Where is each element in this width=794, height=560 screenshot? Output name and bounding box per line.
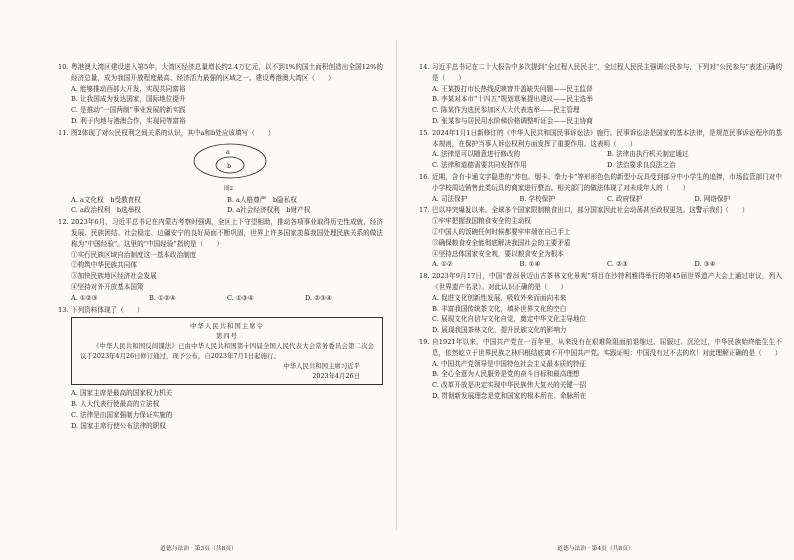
option[interactable]: A. a文化权 b受教育权	[71, 195, 141, 204]
option[interactable]: B. 人大代表行使最高的立法权	[71, 400, 160, 409]
option[interactable]: B. ①②④	[149, 293, 176, 302]
option[interactable]: D. ③④	[694, 260, 716, 269]
question-10	[58, 62, 383, 127]
option[interactable]: C. 法律和道德需要共同发挥作用	[432, 161, 527, 170]
option[interactable]: C. 改革开放是决定实现中华民族伟大复兴的关键一招	[432, 381, 587, 390]
option[interactable]: C. 是推动“一国两制”事业发展的新实践	[71, 106, 186, 115]
option[interactable]: A. 国家主席是最高的国家权力机关	[71, 389, 173, 398]
question-stem: 图2体现了对公民权利之间关系的认识，其中a和b处应该填写（ ）	[71, 128, 275, 137]
statement-item: ①实行民族区域自治制度这一基本政治制度	[71, 250, 197, 259]
order-signature: 中华人民共和国主席习近平	[283, 362, 360, 371]
statement-item: ③确保粮食安全能彻底解决我国社会的主要矛盾	[432, 238, 571, 247]
option[interactable]: A. 促进文化创新性发展，吸收外来而面向未来	[432, 293, 567, 302]
page-footer: 道德与法治 · 第3页（共8页）	[160, 546, 237, 552]
label-b: b	[227, 161, 232, 170]
option[interactable]: D. 利于内地与港澳合作，实现同等富裕	[71, 116, 186, 125]
option[interactable]: C. 展现文化自信与文化自觉，奠定中华文化主导地位	[432, 315, 587, 324]
option[interactable]: D. 贯彻新发展理念是党和国家的根本所在、命脉所在	[432, 391, 587, 400]
question-number: 12.	[58, 218, 69, 227]
option[interactable]: B. 李某对本市“十四五”规划草案提出建议——民主选举	[432, 95, 593, 104]
option[interactable]: A. 法律是可以随意进行修改的	[432, 150, 521, 159]
order-body: 《中华人民共和国反间谍法》已由中华人民共和国第十四届全国人民代表大会常务委员会第二次会议于2023年4月26日修订通过，现予公布，自2023年7月1日起施行。	[80, 342, 374, 361]
question-stem: 下列资料体现了（ ）	[71, 305, 144, 314]
question-stem: 2023年6月，习近平总书记在内蒙古考察时强调，全区上下守望相助，推动各项事业取得历史性成就，经济发展、民族团结、社会稳定、边疆安宁的良好局面不断巩固，世界上许多国家羡慕我国处理民族关系的做法称为“中国经验”。这里的“中国经验”指的是（ ）	[71, 218, 383, 248]
question-number: 10.	[58, 63, 69, 71]
question-stem: 自1921年以来，中国共产党在一百年里，从来没有在艰难险阻面前退缩过、屈服过、沉沦过，中华民族始终能生生不息，依然屹立于世界民族之林归根结底离不开中国共产党。实践证明：中国没有过不去的坎！对此理解正确的是（ ）	[432, 337, 782, 357]
option[interactable]: B. 全心全意为人民服务是党的奋斗目标和最高理想	[432, 370, 580, 379]
question-number: 13.	[58, 305, 69, 314]
question-number: 16.	[419, 172, 430, 181]
option[interactable]: A. ①②③	[71, 293, 98, 302]
option[interactable]: D. 展现我国茶林文化，提升民族文化的影响力	[432, 326, 567, 335]
statement-item: ①牢牢把握我国粮食安全的主动权	[432, 217, 531, 226]
option[interactable]: B. 丰富我国传统茶文化，填补世界文化的空白	[432, 304, 567, 313]
statement-item: ②中国人的饭碗任何时候都要牢牢端在自己手上	[432, 227, 571, 236]
question-number: 15.	[419, 128, 430, 137]
presidential-order-box	[71, 317, 383, 385]
order-title: 中华人民共和国主席令	[190, 322, 264, 331]
question-stem: 粤港澳大湾区建设进入第5年，大湾区经济总量增长约2.4万亿元，以不到1%的国土面积创造出全国12%的经济总量，成为我国开放程度最高、经济活力最强的区域之一。建设粤港澳大湾区（ ）	[71, 63, 383, 82]
question-number: 17.	[419, 206, 430, 215]
question-stem: 2023年9月17日，中国“普洱景迈山古茶林文化景观”项目在沙特利雅得举行的第45届世界遗产大会上通过审议，列入《世界遗产名录》。对此认识正确的是（ ）	[432, 272, 782, 291]
option[interactable]: C. 法律是由国家强制力保证实施的	[71, 410, 173, 419]
option[interactable]: D. 法治要求良良法之治	[607, 161, 676, 170]
question-13	[58, 305, 383, 432]
question-11	[58, 128, 383, 216]
question-12	[58, 217, 383, 303]
statement-item: ④坚持总体国家安全观，要以粮食安全为根本	[432, 249, 564, 258]
question-number: 11.	[58, 128, 69, 137]
order-number: 第四号	[215, 332, 239, 341]
question-16	[419, 172, 782, 204]
order-date: 2023年4月26日	[312, 372, 360, 381]
option[interactable]: C. ②③	[607, 260, 628, 269]
option[interactable]: A. 中国共产党领导是中国特色社会主义最本质的特征	[432, 359, 587, 368]
question-number: 14.	[419, 63, 430, 71]
option[interactable]: B. 让我国成为发达国家，国际地位提升	[71, 95, 186, 104]
question-number: 18.	[419, 272, 430, 281]
option[interactable]: D. ②③④	[305, 293, 332, 302]
question-stem: 2024年1月1日新修订的《中华人民共和国民事诉讼法》施行。民事诉讼法是国家的基本法律，是规范民事诉讼程序的基本规则，在保护当事人诉讼权利方面发挥了重要作用。这表明（ ）	[432, 128, 782, 148]
option[interactable]: D. 张某参与居民用水阶梯价格调整听证会——民主协商	[432, 116, 593, 125]
question-15	[419, 128, 782, 171]
statement-item: ②构筑中华民族共同体	[71, 261, 137, 270]
question-19	[419, 337, 782, 402]
option[interactable]: B. 学校保护	[519, 194, 555, 203]
option[interactable]: A. 司法保护	[432, 194, 468, 203]
option[interactable]: C. ①③④	[227, 293, 254, 302]
question-stem: 巴以冲突爆发以来，全球多个国家限制粮食出口，部分国家因此社会动荡甚至政权更迭。这警示我们（ ）	[432, 206, 749, 215]
rights-diagram	[58, 139, 383, 195]
page-footer: 道德与法治 · 第4页（共8页）	[557, 546, 634, 552]
option[interactable]: C. 政府保护	[607, 194, 643, 203]
question-18	[419, 271, 782, 336]
label-a: a	[226, 147, 230, 156]
statement-item: ③加快民族地区经济社会发展	[71, 272, 157, 281]
option[interactable]: B. ①④	[519, 260, 541, 269]
option[interactable]: A. 王某拨打市长热线反映窨井盖缺失问题——民主监督	[432, 84, 593, 93]
option[interactable]: C. 陈某作为选民参加区人大代表选举——民主管理	[432, 106, 580, 115]
question-stem: 习近平总书记在二十大报告中多次提到“全过程人民民主”，全过程人民民主强调公民参与，下列对“公民参与”表述正确的是（ ）	[432, 63, 782, 82]
option[interactable]: C. a政治权利 b选举权	[71, 206, 141, 215]
option[interactable]: D. a社会经济权利 b财产权	[227, 206, 311, 215]
question-17	[419, 205, 782, 270]
question-number: 19.	[419, 337, 430, 346]
figure-caption: 图2	[224, 185, 233, 192]
question-14	[419, 62, 782, 127]
right-page	[397, 0, 794, 560]
option[interactable]: D. 国家主席行使公布法律的职权	[71, 421, 166, 430]
question-stem: 近期，含有卡通文字隐患的“炸包、烟卡、拳力卡”等形形色色的新型小玩具受到部分中小学生的追捧，市场监管部门对中小学校周边销售此类玩具的商家进行整治。相关部门的做法体现了对未成年人的（ ）	[432, 172, 782, 192]
option[interactable]: A. ①②	[432, 260, 453, 269]
option[interactable]: B. 法律由执行机关制定通过	[607, 150, 689, 159]
option[interactable]: B. a人格尊严 b隐私权	[227, 195, 297, 204]
statement-item: ④坚持对外开放基本国策	[71, 282, 144, 291]
option[interactable]: A. 能够推动西部大开发，实现共同富裕	[71, 84, 186, 93]
option[interactable]: D. 网络保护	[694, 194, 731, 203]
